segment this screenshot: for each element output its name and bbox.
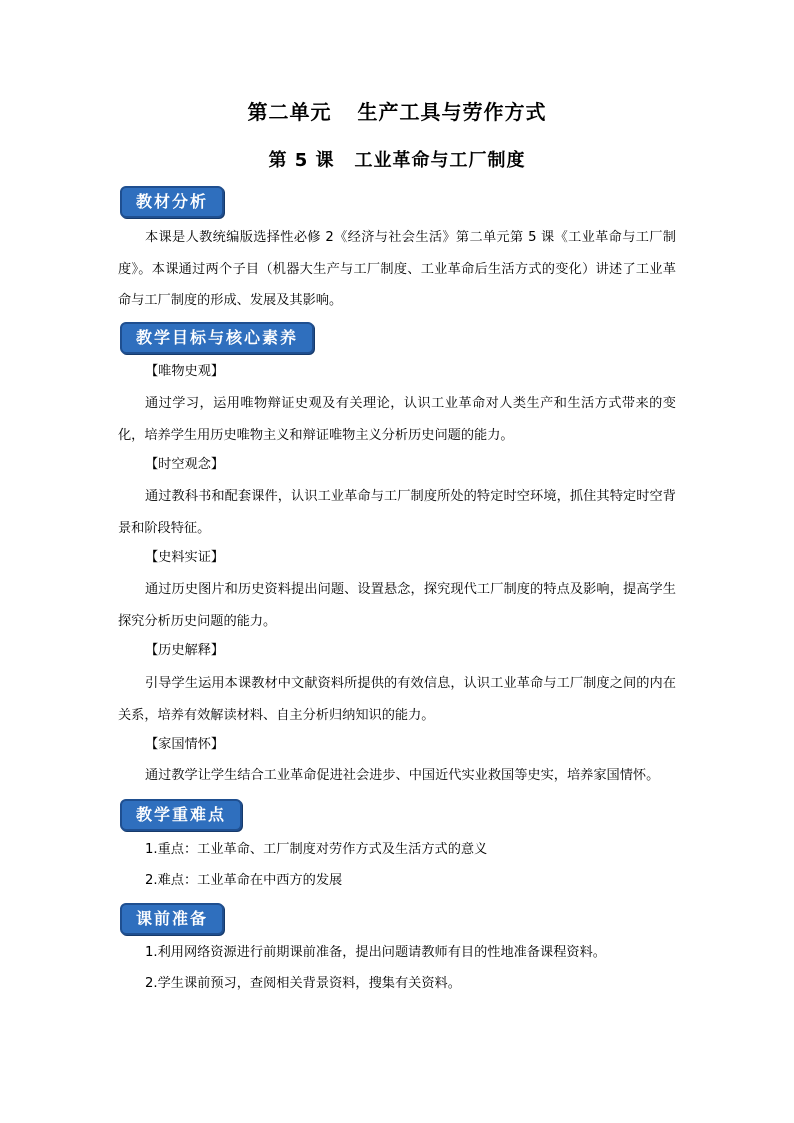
key-point-item: 1.重点：工业革命、工厂制度对劳作方式及生活方式的意义	[145, 842, 488, 857]
unit-number: 第二单元	[247, 100, 332, 124]
objective-text: 通过教科书和配套课件，认识工业革命与工厂制度所处的特定时空环境，抓住其特定时空背景和阶段特征。	[118, 489, 676, 536]
lesson-name: 工业革命与工厂制度	[354, 150, 526, 171]
objective-heading: 【历史解释】	[145, 643, 225, 658]
section-badge-analysis: 教材分析	[120, 186, 224, 218]
objective-heading: 【唯物史观】	[145, 364, 225, 379]
objective-text: 引导学生运用本课教材中文献资料所提供的有效信息，认识工业革命与工厂制度之间的内在关系，培养有效解读材料、自主分析归纳知识的能力。	[118, 676, 676, 723]
section-badge-objectives: 教学目标与核心素养	[120, 322, 314, 354]
unit-subtitle: 生产工具与劳作方式	[357, 100, 547, 124]
section-badge-preparation: 课前准备	[120, 903, 224, 935]
objective-heading: 【时空观念】	[145, 457, 225, 472]
lesson-title	[0, 146, 794, 172]
objective-text: 通过学习，运用唯物辩证史观及有关理论，认识工业革命对人类生产和生活方式带来的变化，培养学生用历史唯物主义和辩证唯物主义分析历史问题的能力。	[118, 396, 676, 443]
analysis-paragraph: 本课是人教统编版选择性必修 2《经济与社会生活》第二单元第 5 课《工业革命与工厂制度》。本课通过两个子目（机器大生产与工厂制度、工业革命后生活方式的变化）讲述了工业革命与工厂制度的形成、发展及其影响。	[118, 230, 676, 308]
unit-title	[0, 96, 794, 125]
objective-text: 通过教学让学生结合工业革命促进社会进步、中国近代实业救国等史实，培养家国情怀。	[145, 768, 660, 783]
objective-heading: 【史料实证】	[145, 550, 225, 565]
objective-text: 通过历史图片和历史资料提出问题、设置悬念，探究现代工厂制度的特点及影响，提高学生探究分析历史问题的能力。	[118, 582, 676, 629]
preparation-item: 2.学生课前预习，查阅相关背景资料，搜集有关资料。	[145, 976, 461, 991]
section-badge-key-points: 教学重难点	[120, 799, 242, 831]
objective-heading: 【家国情怀】	[145, 737, 225, 752]
lesson-number: 第 5 课	[268, 150, 335, 171]
key-point-item: 2.难点：工业革命在中西方的发展	[145, 873, 343, 888]
preparation-item: 1.利用网络资源进行前期课前准备，提出问题请教师有目的性地准备课程资料。	[145, 945, 606, 960]
